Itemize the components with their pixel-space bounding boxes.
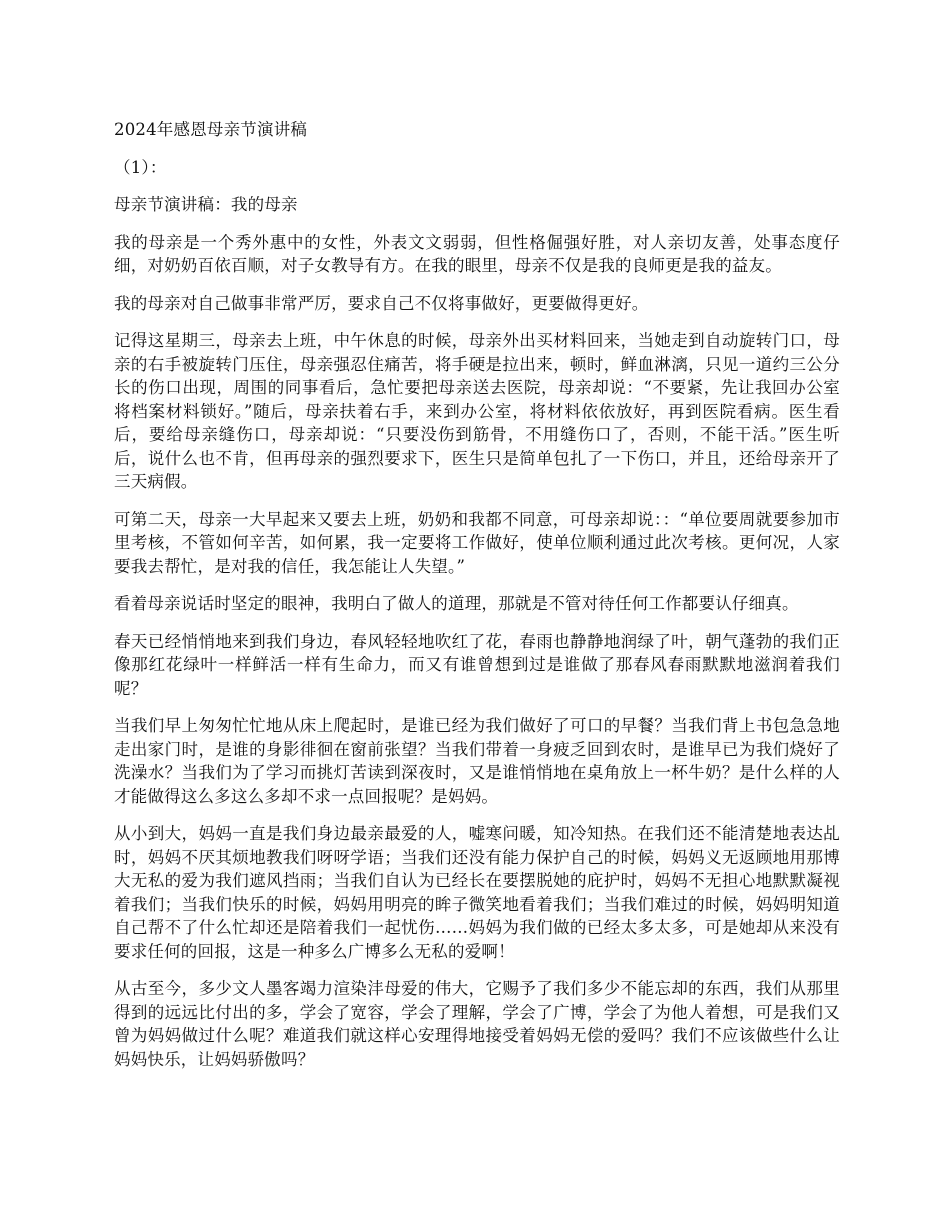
paragraph-2: 我的母亲对自己做事非常严厉，要求自己不仅将事做好，更要做得更好。 — [114, 293, 649, 313]
paragraph-1: 我的母亲是一个秀外惠中的女性，外表文文弱弱，但性格倔强好胜，对人亲切友善，处事态度仔细，对奶奶百依百顺，对子女教导有方。在我的眼里，母亲不仅是我的良师更是我的益友。 — [114, 232, 840, 275]
paragraph-8: 从小到大，妈妈一直是我们身边最亲最爱的人，嘘寒问暖，知冷知热。在我们还不能清楚地表达乩时，妈妈不厌其烦地教我们呀呀学语；当我们还没有能力保护自己的时候，妈妈义无返顾地用那博大无私的爱为我们遮风挡雨；当我们自认为已经长在要摆脱她的庇护时，妈妈不无担心地默默凝视着我们；当我们快乐的时候，妈妈用明亮的眸子微笑地看着我们；当我们难过的时候，妈妈明知道自己帮不了什么忙却还是陪着我们一起忧伤……妈妈为我们做的已经太多太多，可是她却从来没有要求任何的回报，这是一种多么广博多么无私的爱啊！ — [114, 824, 840, 961]
section-mark: （1）： — [114, 157, 167, 177]
paragraph-6: 春天已经悄悄地来到我们身边，春风轻轻地吹红了花，春雨也静静地润绿了叶，朝气蓬勃的我们正像那红花绿叶一样鲜活一样有生命力，而又有谁曾想到过是谁做了那春风春雨默默地滋润着我们呢？ — [114, 631, 840, 698]
document-title: 2024年感恩母亲节演讲稿 — [114, 120, 308, 139]
speech-subtitle: 母亲节演讲稿：我的母亲 — [114, 195, 298, 214]
document-page — [114, 118, 840, 1085]
paragraph-3: 记得这星期三，母亲去上班，中午休息的时候，母亲外出买材料回来，当她走到自动旋转门口，母亲的右手被旋转门压住，母亲强忍住痛苦，将手硬是拉出来，顿时，鲜血淋漓，只见一道约三公分长的伤口出现，周围的同事看后，急忙要把母亲送去医院，母亲却说：“不要紧，先让我回办公室将档案材料锁好。”随后，母亲扶着右手，来到办公室，将材料依依放好，再到医院看病。医生看后，要给母亲缝伤口，母亲却说：“只要没伤到筋骨，不用缝伤口了，否则，不能干活。”医生听后，说什么也不肯，但再母亲的强烈要求下，医生只是简单包扎了一下伤口，并且，还给母亲开了三天病假。 — [114, 331, 840, 491]
paragraph-9: 从古至今，多少文人墨客竭力渲染沣母爱的伟大，它赐予了我们多少不能忘却的东西，我们从那里得到的远远比付出的多，学会了宽容，学会了理解，学会了广博，学会了为他人着想，可是我们又曾为妈妈做过什么呢？难道我们就这样心安理得地接受着妈妈无偿的爱吗？我们不应该做些什么让妈妈快乐，让妈妈骄傲吗？ — [114, 979, 840, 1069]
paragraph-4: 可第二天，母亲一大早起来又要去上班，奶奶和我都不同意，可母亲却说：：“单位要周就要参加市里考核，不管如何辛苦，如何累，我一定要将工作做好，使单位顺利通过此次考核。更何况，人家要我去帮忙，是对我的信任，我怎能让人失望。” — [114, 509, 840, 576]
paragraph-7: 当我们早上匆匆忙忙地从床上爬起时，是谁已经为我们做好了可口的早餐？当我们背上书包急急地走出家门时，是谁的身影徘徊在窗前张望？当我们带着一身疲乏回到农时，是谁早已为我们烧好了洗澡水？当我们为了学习而挑灯苦读到深夜时，又是谁悄悄地在桌角放上一杯牛奶？是什么样的人才能做得这么多这么多却不求一点回报呢？是妈妈。 — [114, 716, 840, 806]
paragraph-5: 看着母亲说话时坚定的眼神，我明白了做人的道理，那就是不管对待任何工作都要认仔细真。 — [114, 594, 799, 613]
